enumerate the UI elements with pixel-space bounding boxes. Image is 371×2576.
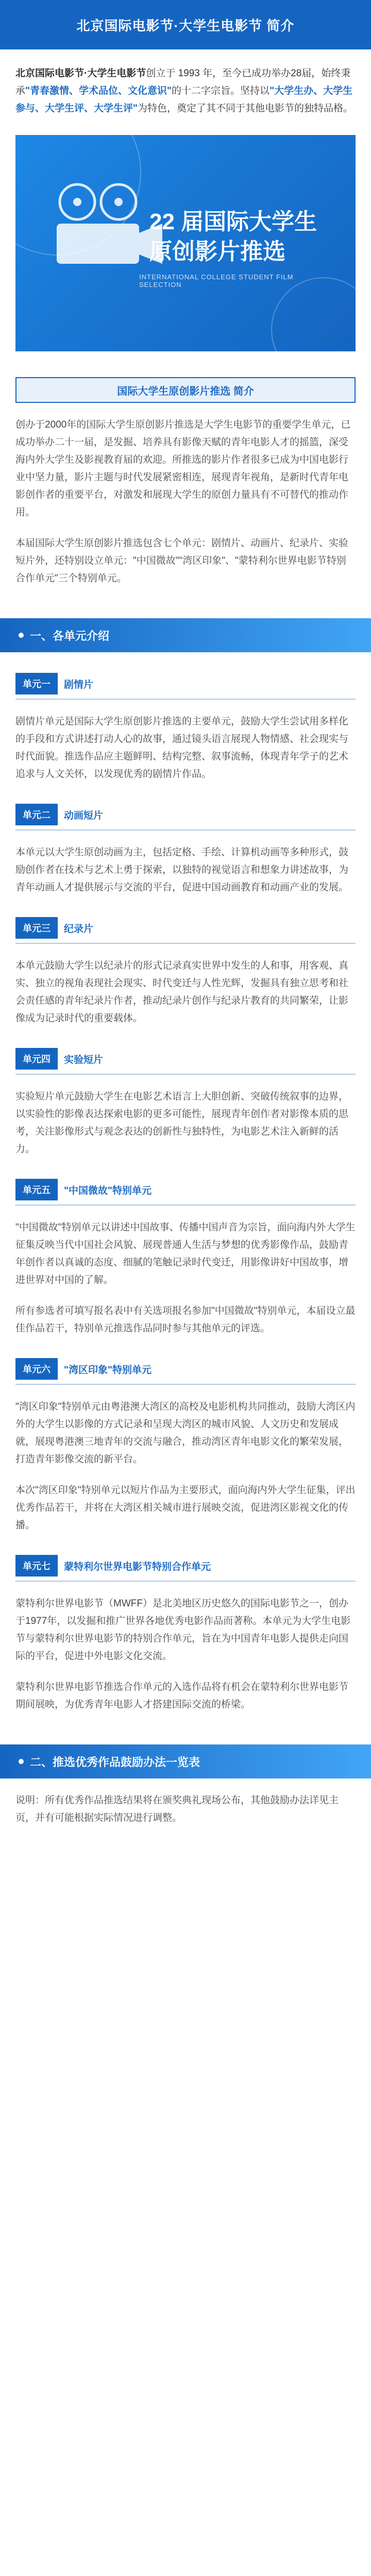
unit-body: 本单元以大学生原创动画为主，包括定格、手绘、计算机动画等多种形式，鼓励创作者在技术与艺术上勇于探索，以独特的视觉语言和想象力讲述故事，为青年动画人才提供展示与交流的平台，促进中国动画教育和动画产业的发展。 <box>15 847 349 893</box>
unit-name: "湾区印象"特别单元 <box>64 1364 152 1376</box>
intro-paragraph: 本届国际大学生原创影片推选包含七个单元：剧情片、动画片、纪录片、实验短片外，还特别设立单元："中国微故""湾区印象"、"蒙特利尔世界电影节特别合作单元"三个特别单元。 <box>15 538 349 584</box>
divider <box>15 1384 356 1385</box>
unit-header <box>15 1555 356 1577</box>
footer-space <box>0 1827 371 1858</box>
unit-tag: 单元二 <box>15 804 58 825</box>
unit-body: 实验短片单元鼓励大学生在电影艺术语言上大胆创新、突破传统叙事的边界，以实验性的影像表达探索电影的更多可能性，展现青年创作者对影像本质的思考，关注影像形式与观念表达的创新性与独特性，为电影艺术注入新鲜的活力。 <box>15 1091 349 1155</box>
section-strip <box>15 377 356 403</box>
intro-text <box>15 65 356 117</box>
unit-name: 动画短片 <box>64 810 104 821</box>
unit-body: 蒙特利尔世界电影节推选合作单元的入选作品将有机会在蒙特利尔世界电影节期间展映，为优秀青年电影人才搭建国际交流的桥梁。 <box>15 1682 349 1710</box>
header-banner <box>0 0 371 49</box>
unit-header <box>15 1358 356 1380</box>
intro-text-3: 为特色，奠定了其不同于其他电影节的独特品格。 <box>138 103 353 114</box>
intro-motto: "青春激情、学术品位、文化意识" <box>25 86 172 96</box>
unit-tag: 单元六 <box>15 1358 58 1380</box>
unit-body: 蒙特利尔世界电影节（MWFF）是北美地区历史悠久的国际电影节之一，创办于1977年，以发掘和推广世界各地优秀电影作品而著称。本单元为大学生电影节与蒙特利尔世界电影节的特别合作单元，旨在为中国青年电影人提供走向国际的平台，促进中外电影文化交流。 <box>15 1598 351 1662</box>
unit-header <box>15 804 356 825</box>
unit-tag: 单元四 <box>15 1048 58 1070</box>
unit-header <box>15 917 356 939</box>
intro-text-1: 创立于 1993 年，至今已成功举办28届，始终秉承 <box>15 68 351 96</box>
section-title: 二、推选优秀作品鼓励办法一览表 <box>30 1755 200 1769</box>
page-title: 北京国际电影节·大学生电影节 简介 <box>76 18 295 33</box>
unit-body: 剧情片单元是国际大学生原创影片推选的主要单元，鼓励大学生尝试用多样化的手段和方式讲述打动人心的故事，通过镜头语言展现人物情感、社会现实与时代面貌。推选作品应主题鲜明、结构完整、叙事流畅，体现青年学子的艺术追求与人文关怀，以发现优秀的剧情片作品。 <box>15 716 349 779</box>
unit-name: 蒙特利尔世界电影节特别合作单元 <box>64 1561 211 1572</box>
bullet-icon <box>19 633 24 638</box>
promo-title-line1: 22 届国际大学生 <box>149 209 317 234</box>
unit-tag: 单元七 <box>15 1555 58 1577</box>
promo-title <box>149 207 335 267</box>
film-camera-icon <box>46 181 165 269</box>
intro-paragraph: 创办于2000年的国际大学生原创影片推选是大学生电影节的重要学生单元，已成功举办二十一届，是发掘、培养具有影像天赋的青年电影人才的摇篮，深受海内外大学生及影视教育届的欢迎。所推选的影片作者很多已成为中国电影行业中坚力量，影片主题与时代发展紧密相连，展现青年视角，是新时代青年电影创作者的重要平台，对激发和展现大学生的原创力量具有不可替代的推动作用。 <box>15 419 351 518</box>
unit-name: 纪录片 <box>64 923 94 935</box>
divider <box>15 1205 356 1206</box>
unit-name: 剧情片 <box>64 679 94 690</box>
unit-body: 本单元鼓励大学生以纪录片的形式记录真实世界中发生的人和事，用客观、真实、独立的视角表现社会现实、时代变迁与人性光辉，发掘具有独立思考和社会责任感的青年纪录片作者，推动纪录片创作与纪录片教育的共同繁荣，让影像成为记录时代的重要载体。 <box>15 960 349 1024</box>
intro-features: "大学生办、大学生参与、大学生评、大学生评" <box>15 86 353 114</box>
divider <box>15 1581 356 1582</box>
unit-body: "中国微故"特别单元以讲述中国故事、传播中国声音为宗旨，面向海内外大学生征集反映当代中国社会风貌、展现普通人生活与梦想的优秀影像作品，鼓励青年创作者以真诚的态度、细腻的笔触记录时代变迁，用影像讲好中国故事，增进世界对中国的了解。 <box>15 1222 356 1285</box>
unit-header <box>15 673 356 694</box>
section-header <box>0 618 371 652</box>
bullet-icon <box>19 1759 24 1764</box>
section-header <box>0 1744 371 1778</box>
closing-note: 说明：所有优秀作品推选结果将在颁奖典礼现场公布，其他鼓励办法详见主页，并有可能根据实际情况进行调整。 <box>15 1795 339 1823</box>
divider <box>15 829 356 831</box>
unit-body: 所有参选者可填写报名表中有关选项报名参加"中国微故"特别单元，本届设立最佳作品若干，特别单元推选作品同时参与其他单元的评选。 <box>15 1306 356 1334</box>
section-title: 一、各单元介绍 <box>30 629 110 642</box>
promo-subtitle: INTERNATIONAL COLLEGE STUDENT FILM SELECTION <box>139 273 294 289</box>
divider <box>15 943 356 944</box>
intro-brand: 北京国际电影节·大学生电影节 <box>15 68 146 79</box>
unit-header <box>15 1048 356 1070</box>
unit-header <box>15 1179 356 1200</box>
unit-body: "湾区印象"特别单元由粤港澳大湾区的高校及电影机构共同推动，鼓励大湾区内外的大学生以影像的方式记录和呈现大湾区的城市风貌、人文历史和发展成就，展现粤港澳三地青年的交流与融合，推动湾区青年电影文化的繁荣发展，打造青年影像交流的新平台。 <box>15 1401 356 1465</box>
divider <box>15 699 356 700</box>
unit-tag: 单元一 <box>15 673 58 694</box>
strip-label: 国际大学生原创影片推选 简介 <box>117 385 254 397</box>
unit-name: "中国微故"特别单元 <box>64 1185 152 1196</box>
promo-card <box>15 135 356 351</box>
divider <box>15 1074 356 1075</box>
intro-text-2: 的十二字宗旨。坚持以 <box>172 86 270 96</box>
unit-tag: 单元三 <box>15 917 58 939</box>
unit-name: 实验短片 <box>64 1054 104 1065</box>
unit-body: 本次"湾区印象"特别单元以短片作品为主要形式，面向海内外大学生征集，评出优秀作品若干，并将在大湾区相关城市进行展映交流，促进湾区影视文化的传播。 <box>15 1485 356 1531</box>
promo-title-line2: 原创影片推选 <box>149 239 285 264</box>
unit-tag: 单元五 <box>15 1179 58 1200</box>
